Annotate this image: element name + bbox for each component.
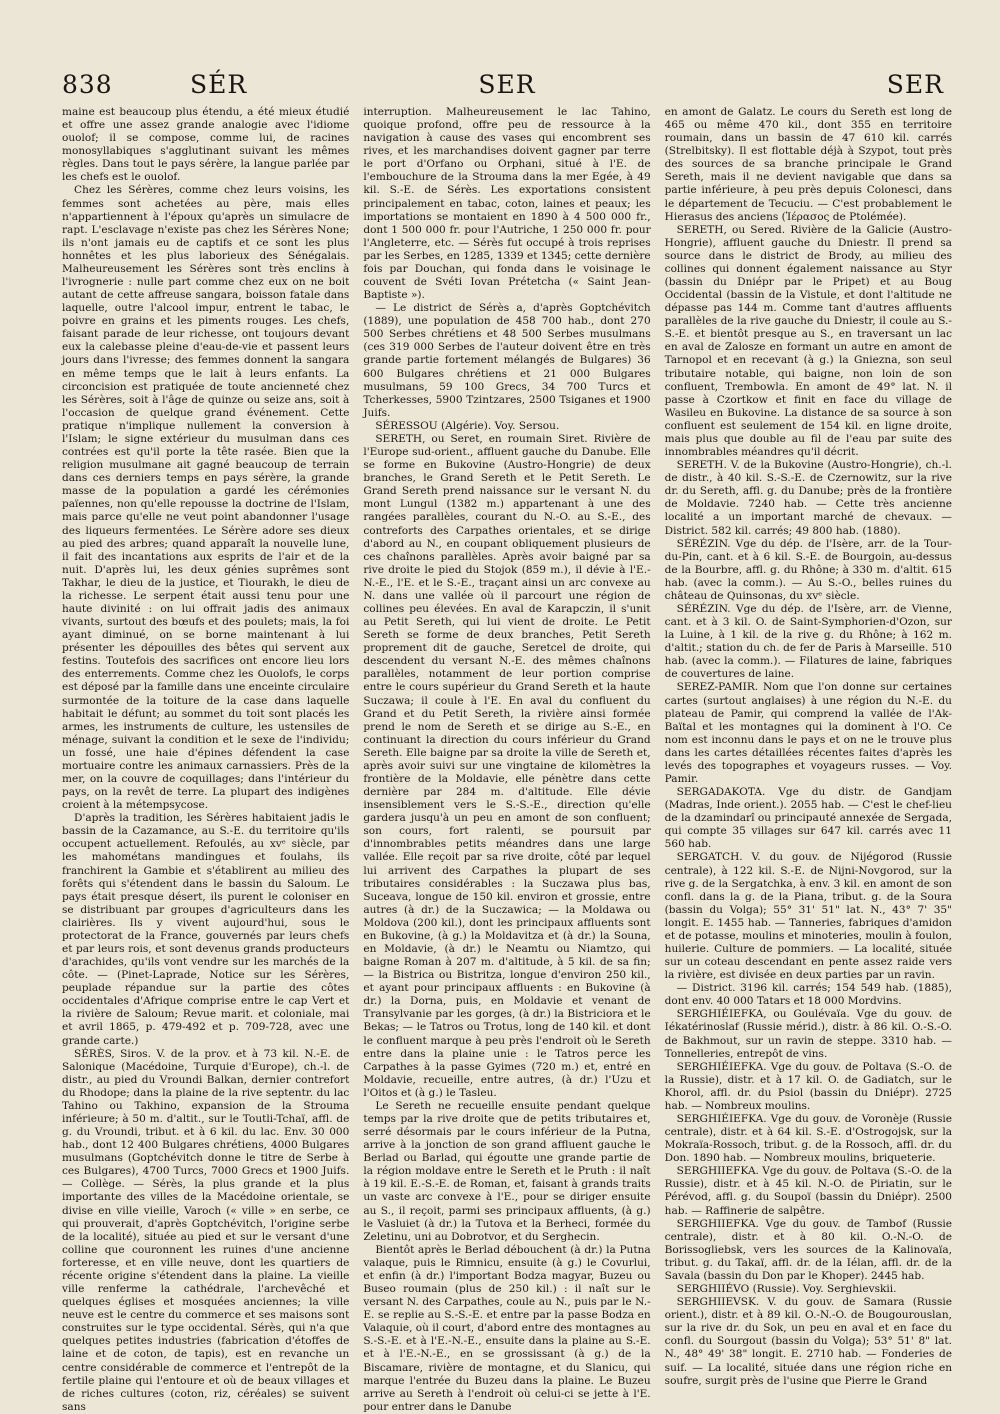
text-paragraph: Le Sereth ne recueille ensuite pendant quelque temps par la rive droite que de petits tributaires et, serré désormais par le cours inférieur de la Putna, arrive à la jonction de son grand affluent gauche le Berlad ou Barlad, qui égoutte une grande partie de la région moldave entre le Sereth et le Pruth : il naît à 19 kil. E.-S.-E. de Roman, et, faisant à grands traits un vaste arc convexe à l'E., pour se diriger ensuite au S., il reçoit, parmi ses principaux affluents, (à g.) le Vasluiet (à dr.) la Tutova et la Berheci, formée du Zeletinu, uni au Dobrotvor, et du Serghecin.	[363, 1099, 651, 1243]
text-columns	[62, 106, 952, 1413]
right-running-head: SER	[886, 70, 944, 99]
text-paragraph: SEREZ-PAMIR. Nom que l'on donne sur certaines cartes (surtout anglaises) à une région du N.-E. du plateau de Pamir, qui comprend la vallée de l'Ak-Baïtal et les montagnes qui la dominent à l'O. Ce nom est inconnu dans le pays et on ne le trouve plus dans les cartes détaillées récentes faites d'après les levés des topographes et voyageurs russes. — Voy. Pamir.	[664, 681, 952, 785]
text-paragraph: Chez les Sérères, comme chez leurs voisins, les femmes sont achetées au père, mais elles n'appartiennent à l'époux qu'après un simulacre de rapt. L'esclavage n'existe pas chez les Sérères None; ils n'ont jamais eu de captifs et ce sont les plus honnêtes et les plus laborieux des Sénégalais. Malheureusement les Sérères sont très enclins à l'ivrognerie : nulle part comme chez eux on ne boit autant de cette affreuse sangara, boisson fatale dans laquelle, outre l'alcool impur, entrent le tabac, le poivre en grains et les piments rouges. Les chefs, faisant parade de leur richesse, ont toujours devant eux la calebasse pleine d'eau-de-vie et passent leurs jours dans l'ivresse; des femmes donnent la sangara en même temps que le lait à leurs enfants. La circoncision est pratiquée de toute ancienneté chez les Sérères, soit à l'âge de quinze ou seize ans, soit à l'occasion de quelque grand événement. Cette pratique n'implique nullement la conversion à l'Islam; le signe extérieur du musulman dans ces contrées est qu'il porte la tête rasée. Bien que la religion musulmane ait gagné beaucoup de terrain dans ces derniers temps en pays sérère, la grande masse de la population a gardé les cérémonies païennes, non qu'elle repousse la doctrine de l'Islam, mais parce qu'elle ne veut point abandonner l'usage des liqueurs fermentées. Le Sérère adore ses dieux au pied des arbres; quand apparaît la nouvelle lune, il fait des incantations aux esprits de l'air et de la nuit. D'après lui, les deux génies suprêmes sont Takhar, le dieu de la justice, et Tiourakh, le dieu de la richesse. Le serpent était aussi tenu pour une haute divinité : on lui offrait jadis des animaux vivants, surtout des bœufs et des poulets; mais, la foi ayant diminué, on se borne maintenant à lui présenter les dépouilles des bêtes qui servent aux festins. Toutefois des sacrifices ont encore lieu lors des enterrements. Comme chez les Ouolofs, le corps est déposé par la famille dans une enceinte circulaire surmontée de la toiture de la case dans laquelle habitait le défunt; au sommet du toit sont placés les armes, les instruments de culture, les ustensiles de ménage, suivant la condition et le sexe de l'individu; un fossé, une haie d'épines défendent la case mortuaire contre les animaux carnassiers. Près de la mer, on la couvre de coquillages; dans l'intérieur du pays, on la revêt de terre. La plupart des indigènes croient à la métempsycose.	[62, 184, 350, 812]
text-paragraph: SERGATCH. V. du gouv. de Nijégorod (Russie centrale), à 122 kil. S.-E. de Nijni-Novgorod, sur la rive g. de la Sergatchka, à env. 3 kil. en amont de son confl. dans la g. de la Piana, tribut. g. de la Soura (bassin du Volga); 55° 31' 51" lat. N., 43° 7' 35" longit. E. 1455 hab. — Tanneries, fabriques d'amidon et de potasse, moulins et minoteries, moulin à foulon, huilerie. Culture de pommiers. — La localité, située sur un coteau descendant en pente assez raide vers la rivière, est divisée en deux parties par un ravin.	[664, 851, 952, 982]
text-paragraph: SÉRÉZIN. Vge du dép. de l'Isère, arr. de la Tour-du-Pin, cant. et à 6 kil. S.-E. de Bourgoin, au-dessus de la Bourbre, affl. g. du Rhône; à 330 m. d'altit. 615 hab. (avec la comm.). — Au S.-O., belles ruines du château de Quinsonas, du xvᵉ siècle.	[664, 537, 952, 602]
page-header	[62, 70, 952, 104]
text-paragraph: SERGHIÉIEFKA. Vge du gouv. de Poltava (S.-O. de la Russie), distr. et à 17 kil. O. de Gadiatch, sur le Khorol, affl. dr. du Psiol (bassin du Dniépr). 2725 hab. — Nombreux moulins.	[664, 1060, 952, 1112]
text-paragraph: SERGHIÉIEFKA, ou Goulévaïa. Vge du gouv. de Iékatérinoslaf (Russie mérid.), distr. à 86 kil. O.-S.-O. de Bakhmout, sur un ravin de steppe. 3310 hab. — Tonnelleries, entrepôt de vins.	[664, 1008, 952, 1060]
text-paragraph: SERGHIIEFKA. Vge du gouv. de Poltava (S.-O. de la Russie), distr. et à 45 kil. N.-O. de Piriatin, sur le Pérévod, affl. g. du Soupoï (bassin du Dniépr). 2500 hab. — Raffinerie de salpêtre.	[664, 1165, 952, 1217]
text-paragraph: SERGADAKOTA. Vge du distr. de Gandjam (Madras, Inde orient.). 2055 hab. — C'est le chef-lieu de la dzamindarî ou principauté annexée de Sergada, qui compte 35 villages sur 647 kil. carrés avec 11 560 hab.	[664, 786, 952, 851]
text-paragraph: SERETH. V. de la Bukovine (Austro-Hongrie), ch.-l. de distr., à 40 kil. S.-S.-E. de Czernowitz, sur la rive dr. du Sereth, affl. g. du Danube; près de la frontière de Moldavie. 7240 hab. — Cette très ancienne localité a un important marché de chevaux. — District. 582 kil. carrés; 49 800 hab. (1880).	[664, 459, 952, 537]
text-paragraph: maine est beaucoup plus étendu, a été mieux étudié et offre une assez grande analogie avec l'idiome ouolof; il se compose, comme lui, de racines monosyllabiques s'agglutinant suivant les mêmes règles. Dans tout le pays sérère, la langue parlée par les chefs est le ouolof.	[62, 106, 350, 184]
text-paragraph: SERETH, ou Sered. Rivière de la Galicie (Austro-Hongrie), affluent gauche du Dniestr. Il prend sa source dans le district de Brody, au milieu des collines qui donnent également naissance au Styr (bassin du Dniépr par le Pripet) et au Boug Occidental (bassin de la Vistule, et dont l'altitude ne dépasse pas 144 m. Comme tant d'autres affluents parallèles de la rive gauche du Dniestr, il coule au S.-S.-E. et bientôt presque au S., en traversant un lac en aval de Zalosze en formant un autre en amont de Tarnopol et en recevant (à g.) la Gniezna, son seul tributaire notable, qui baigne, non loin de son confluent, Trembowla. En amont de 49° lat. N. il passe à Czortkow et finit en face du village de Wasileu en Bukovine. La distance de sa source à son confluent est seulement de 154 kil. en ligne droite, mais plus que double au fil de l'eau par suite des innombrables méandres qu'il décrit.	[664, 223, 952, 459]
text-paragraph: SERGHIÉIEFKA. Vge du gouv. de Voronèje (Russie centrale), distr. et à 64 kil. S.-E. d'Ostrogojsk, sur la Mokraïa-Rossoch, tribut. g. de la Rossoch, affl. dr. du Don. 1890 hab. — Nombreux moulins, briqueterie.	[664, 1113, 952, 1165]
text-paragraph: SÉRÉZIN. Vge du dép. de l'Isère, arr. de Vienne, cant. et à 3 kil. O. de Saint-Symphorien-d'Ozon, sur la Luine, à 1 kil. de la rive g. du Rhône; à 162 m. d'altit.; station du ch. de fer de Paris à Marseille. 510 hab. (avec la comm.). — Filatures de laine, fabriques de couvertures de laine.	[664, 602, 952, 681]
text-paragraph: Bientôt après le Berlad débouchent (à dr.) la Putna valaque, puis le Rimnicu, ensuite (à g.) le Covurlui, et enfin (à dr.) l'important Bodza magyar, Buzeu ou Buseo roumain (plus de 250 kil.) : il naît sur le versant N. des Carpathes, coule au N., puis par le N.-E. se replie au S.-S.-E. et entre par la passe Bodza en Valaquie, où il court, d'abord entre des montagnes au S.-S.-E. et à l'E.-N.-E., ensuite dans la plaine au S.-E. et à l'E.-N.-E., en se grossissant (à g.) de la Biscamare, rivière de montagne, et du Slanicu, qui marque l'entrée du Buzeu dans la plaine. Le Buzeu arrive au Sereth à l'endroit où celui-ci se jette à l'E. pour entrer dans le Danube	[363, 1243, 651, 1413]
column-right	[664, 106, 952, 1387]
page-number: 838	[62, 70, 113, 99]
text-paragraph: SÉRÈS, Siros. V. de la prov. et à 73 kil. N.-E. de Salonique (Macédoine, Turquie d'Europe), ch.-l. de distr., au pied du Vroundi Balkan, dernier contrefort du Rhodope; dans la plaine de la rive septentr. du lac Tahino ou Takhino, expansion de la Strouma inférieure; à 50 m. d'altit., sur le Toutli-Tchaï, affl. de g. du Vroundi, tribut. et à 6 kil. du lac. Env. 30 000 hab., dont 12 400 Bulgares chrétiens, 4000 Bulgares musulmans (Goptchévitch donne le titre de Serbe à ces Bulgares), 4700 Turcs, 7000 Grecs et 1900 Juifs. — Collège. — Sérès, la plus grande et la plus importante des villes de la Macédoine orientale, se divise en ville vieille, Varoch (« ville » en serbe, ce qui prouverait, d'après Goptchévitch, l'origine serbe de la localité), située au pied et sur le versant d'une colline que couronnent les ruines d'une ancienne forteresse, et en ville neuve, dont les quartiers de récente origine s'étendent dans la plaine. La vieille ville renferme la cathédrale, l'archevêché et quelques églises et mosquées anciennes; la ville neuve est le centre du commerce et ses maisons sont construites sur le type occidental. Sérès, qui n'a que quelques petites industries (fabrication d'étoffes de laine et de coton, de tapis), est en revanche un centre considérable de commerce et l'entrepôt de la fertile plaine qui l'entoure et où de beaux villages et de riches cultures (coton, riz, céréales) se suivent sans	[62, 1047, 350, 1413]
text-paragraph: en amont de Galatz. Le cours du Sereth est long de 465 ou même 470 kil., dont 355 en territoire roumain, dans un bassin de 47 610 kil. carrés (Strelbitsky). Il est flottable déjà à Szypot, tout près des sources de sa branche principale le Grand Sereth, mais il ne devient navigable que dans sa partie inférieure, à peu près depuis Colonesci, dans le département de Tecuciu. — C'est probablement le Hierasus des anciens (Ἱέρασος de Ptolémée).	[664, 106, 952, 223]
column-middle	[363, 106, 651, 1413]
text-paragraph: interruption. Malheureusement le lac Tahino, quoique profond, offre peu de ressource à la navigation à cause des vases qui encombrent ses rives, et les marchandises doivent gagner par terre le port d'Orfano ou Orphani, situé à l'E. de l'embouchure de la Strouma dans la mer Egée, à 49 kil. S.-E. de Sérès. Les exportations consistent principalement en tabac, coton, laines et peaux; les importations se montaient en 1890 à 4 500 000 fr., dont 1 500 000 fr. pour l'Autriche, 1 250 000 fr. pour l'Angleterre, etc. — Sérès fut occupé à trois reprises par les Serbes, en 1285, 1339 et 1345; cette dernière fois par Douchan, qui fonda dans le voisinage le couvent de Svéti Iovan Prétetcha (« Saint Jean-Baptiste »).	[363, 106, 651, 302]
text-paragraph: SERGHIIEVSK. V. du gouv. de Samara (Russie orient.), distr. et à 89 kil. O.-N.-O. de Bougourouslan, sur la rive dr. du Sok, un peu en aval et en face du confl. du Sourgout (bassin du Volga); 53° 51' 8" lat. N., 48° 49' 38" longit. E. 2710 hab. — Fonderies de suif. — La localité, située dans une région riche en soufre, surgit près de l'usine que Pierre le Grand	[664, 1296, 952, 1387]
center-running-head: SER	[478, 70, 536, 99]
text-paragraph: SERGHIIEFKA. Vge du gouv. de Tambof (Russie centrale), distr. et à 80 kil. O.-N.-O. de Borissogliebsk, vers les sources de la Kalinovaïa, tribut. g. du Takaï, affl. dr. de la Iélan, affl. dr. de la Savala (bassin du Don par le Khoper). 2445 hab.	[664, 1217, 952, 1282]
text-paragraph: SÉRESSOU (Algérie). Voy. Sersou.	[375, 419, 560, 432]
text-paragraph: SERETH, ou Seret, en roumain Siret. Rivière de l'Europe sud-orient., affluent gauche du Danube. Elle se forme en Bukovine (Austro-Hongrie) de deux branches, le Grand Sereth et le Petit Sereth. Le Grand Sereth prend naissance sur le versant N. du mont Lungul (1382 m.) appartenant à une des rangées parallèles, courant du N.-O. au S.-E., des contreforts des Carpathes orientales, et se dirige d'abord au N., en coupant obliquement plusieurs de ces chaînons parallèles. Après avoir baigné par sa rive droite le pied du Stojok (859 m.), il dévie à l'E.-N.-E., l'E. et le S.-E., traçant ainsi un arc convexe au N. dans une vallée où il parcourt une région de collines peu élevées. En aval de Karapczin, il s'unit au Petit Sereth, qui lui vient de droite. Le Petit Sereth se forme de deux branches, Petit Sereth proprement dit de gauche, Seretcel de droite, qui descendent du versant N.-E. des mêmes chaînons parallèles, notamment de leur portion comprise entre le cours supérieur du Grand Sereth et la haute Suczawa; il coule à l'E. En aval du confluent du Grand et du Petit Sereth, la rivière ainsi formée prend le nom de Sereth et se dirige au S.-E., en continuant la direction du cours inférieur du Grand Sereth. Elle baigne par sa droite la ville de Sereth et, après avoir suivi sur une vingtaine de kilomètres la frontière de la Moldavie, elle pénètre dans cette dernière par 284 m. d'altitude. Elle dévie insensiblement vers le S.-S.-E., direction qu'elle gardera jusqu'à un peu en amont de son confluent; son cours, fort ralenti, se poursuit par d'innombrables petits méandres dans une large vallée. Elle reçoit par sa rive droite, côté par lequel lui arrivent des Carpathes la plupart de ses tributaires considérables : la Suczawa plus bas, Suceava, longue de 150 kil. environ et grossie, entre autres (à dr.) de la Suczawica; — la Moldawa ou Moldova (200 kil.), dont les principaux affluents sont en Bukovine, (à g.) la Moldavitza et (à dr.) la Souna, en Moldavie, (à dr.) le Neamtu ou Niamtzo, qui baigne Roman à 207 m. d'altitude, à 5 kil. de sa fin; — la Bistrica ou Bistritza, longue d'environ 250 kil., et ayant pour principaux affluents : en Bukovine (à dr.) la Dorna, puis, en Moldavie et venant de Transylvanie par les gorges, (à dr.) la Bistriciora et le Bekas; — le Tatros ou Trotus, long de 140 kil. et dont le confluent marque à peu près l'endroit où le Sereth entre dans la plaine unie : le Tatros perce les Carpathes à la passe Gyimes (720 m.) et, entré en Moldavie, recueille, entre autres, (à dr.) l'Uzu et l'Oitos et (à g.) le Tasleu.	[363, 432, 651, 1099]
text-paragraph: — Le district de Sérès a, d'après Goptchévitch (1889), une population de 458 700 hab., dont 270 500 Serbes chrétiens et 48 500 Serbes musulmans (ces 319 000 Serbes de l'auteur doivent être en très grande partie fortement mélangés de Bulgares) 36 600 Bulgares chrétiens et 21 000 Bulgares musulmans, 59 100 Grecs, 34 700 Turcs et Tcherkesses, 5900 Tzintzares, 2500 Tsiganes et 1900 Juifs.	[363, 302, 651, 419]
text-paragraph: D'après la tradition, les Sérères habitaient jadis le bassin de la Cazamance, au S.-E. du territoire qu'ils occupent actuellement. Refoulés, au xvᵉ siècle, par les mahométans mandingues et foulahs, ils franchirent la Gambie et s'établirent au milieu des forêts qui s'étendent dans le bassin du Saloum. Le pays était presque désert, ils purent le coloniser en se distribuant par groupes d'agriculteurs dans les clairières. Ils y vivent aujourd'hui, sous le protectorat de la France, gouvernés par leurs chefs et par leurs rois, et sont devenus grands producteurs d'arachides, qu'ils vont vendre sur les marchés de la côte. — (Pinet-Laprade, Notice sur les Sérères, peuplade répandue sur la partie des côtes occidentales d'Afrique comprise entre le cap Vert et la rivière de Saloum; Revue marit. et coloniale, mai et avril 1865, p. 479-492 et p. 709-728, avec une grande carte.)	[62, 812, 350, 1047]
column-left	[62, 106, 350, 1413]
left-running-head: SÉR	[190, 70, 248, 99]
text-paragraph: SERGHIIÉVO (Russie). Voy. Serghievskii.	[676, 1283, 897, 1296]
text-paragraph: — District. 3196 kil. carrés; 154 549 hab. (1885), dont env. 40 000 Tatars et 18 000 Mordvins.	[664, 982, 952, 1008]
